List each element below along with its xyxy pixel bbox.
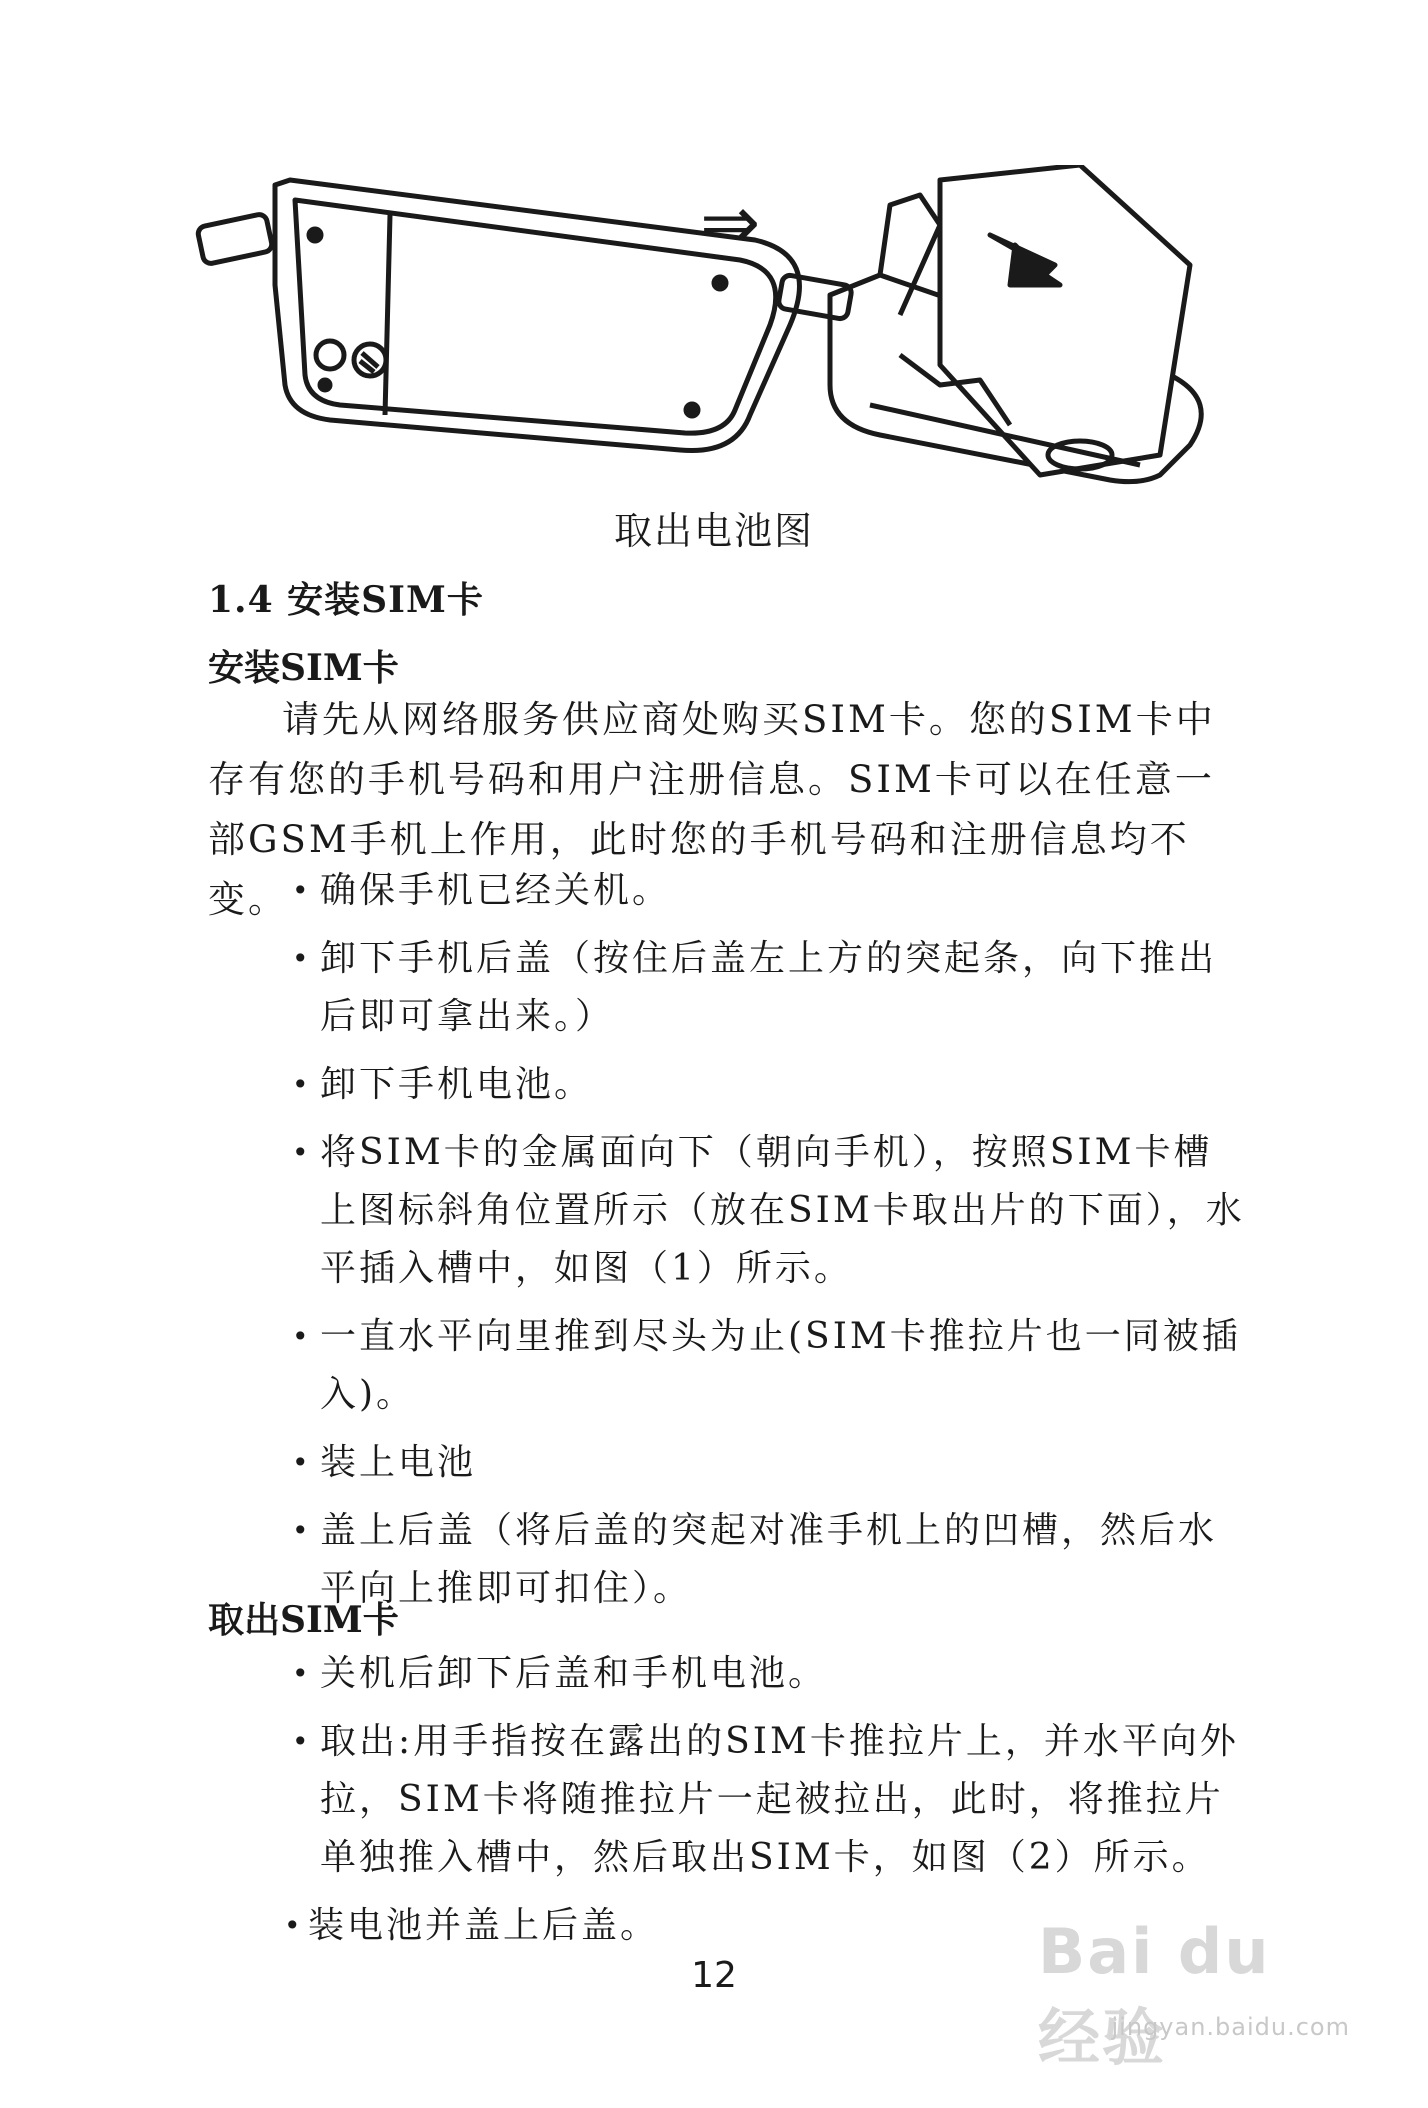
step-text: 将SIM卡的金属面向下（朝向手机），按照SIM卡槽上图标斜角位置所示（放在SIM卡取出片的下面），水平插入槽中，如图（1）所示。 — [320, 1132, 1245, 1289]
list-item — [208, 930, 1248, 1046]
bullet-mark: • — [292, 1320, 312, 1353]
transition-arrow: ⇒ — [700, 180, 761, 264]
list-item — [208, 1056, 1248, 1114]
step-text: 取出:用手指按在露出的SIM卡推拉片上，并水平向外拉，SIM卡将随推拉片一起被拉出，此时，将推拉片单独推入槽中，然后取出SIM卡，如图（2）所示。 — [320, 1721, 1239, 1878]
step-text: 关机后卸下后盖和手机电池。 — [320, 1653, 828, 1694]
step-text: 卸下手机电池。 — [320, 1064, 594, 1105]
bullet-mark: • — [292, 1657, 312, 1690]
watermark-url: jingyan.baidu.com — [1111, 2013, 1350, 2041]
bullet-mark: • — [284, 1909, 304, 1942]
watermark-logo: Bai du 经验 — [1038, 1915, 1271, 2074]
bullet-mark: • — [292, 1514, 312, 1547]
section-title: 1.4 安装SIM卡 — [208, 579, 484, 621]
battery-removal-figure — [180, 165, 1240, 505]
step-text: 卸下手机后盖（按住后盖左上方的突起条，向下推出后即可拿出来。） — [320, 938, 1218, 1037]
step-text: 装电池并盖上后盖。 — [308, 1905, 660, 1946]
bullet-mark: • — [292, 1446, 312, 1479]
baidu-watermark — [1038, 1915, 1358, 2074]
install-intro-text: 请先从网络服务供应商处购买SIM卡。您的SIM卡中存有您的手机号码和用户注册信息。SIM卡可以在任意一部GSM手机上作用，此时您的手机号码和注册信息均不变。 — [208, 698, 1216, 921]
step-text: 盖上后盖（将后盖的突起对准手机上的凹槽，然后水平向上推即可扣住）。 — [320, 1510, 1218, 1609]
step-text: 确保手机已经关机。 — [320, 870, 672, 911]
bullet-mark: • — [292, 942, 312, 975]
bullet-mark: • — [292, 1136, 312, 1169]
step-text: 装上电池 — [320, 1442, 477, 1483]
bullet-mark: • — [292, 1725, 312, 1758]
bullet-mark: • — [292, 1068, 312, 1101]
step-text: 一直水平向里推到尽头为止(SIM卡推拉片也一同被插入)。 — [320, 1316, 1241, 1415]
phone-open-drawing — [778, 165, 1202, 482]
list-item — [208, 1308, 1248, 1424]
list-item — [208, 862, 1248, 920]
list-item — [208, 1713, 1248, 1887]
list-item — [208, 1124, 1248, 1298]
figure-caption: 取出电池图 — [613, 509, 814, 553]
install-steps-list — [208, 862, 1248, 1628]
page-number: 12 — [691, 1955, 737, 1996]
bullet-mark: • — [292, 874, 312, 907]
install-sim-heading: 安装SIM卡 — [208, 647, 399, 689]
list-item — [208, 1434, 1248, 1492]
list-item — [208, 1645, 1248, 1703]
remove-sim-heading: 取出SIM卡 — [208, 1599, 399, 1641]
